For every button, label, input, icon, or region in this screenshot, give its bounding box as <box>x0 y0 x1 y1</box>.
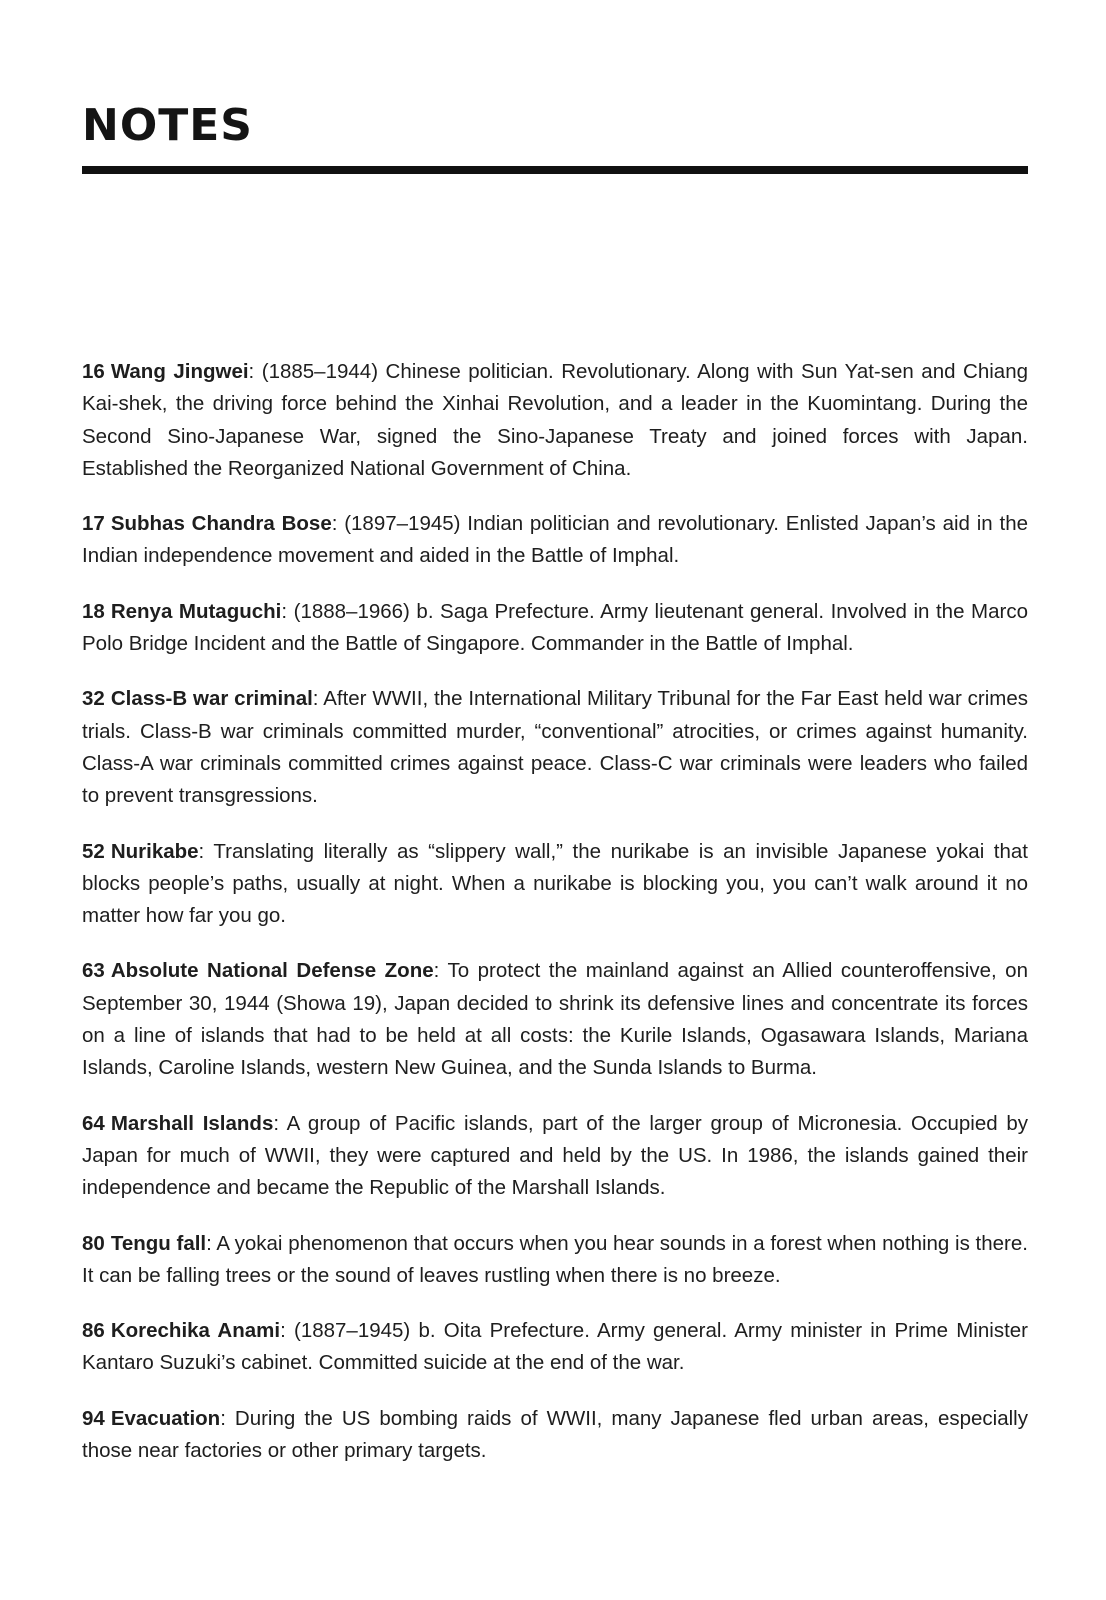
title-rule <box>82 166 1028 174</box>
note-number: 32 <box>82 687 105 711</box>
note-text: : After WWII, the International Military Tribunal for the Far East held war crimes trials. Class-B war criminals committed murder, “conventional” atrocities, or crimes against humanity. Class-A war criminals committed crimes against peace. Class-C war criminals were leaders who failed to prevent transgressions. <box>82 687 1028 808</box>
note-text: : (1888–1966) b. Saga Prefecture. Army lieutenant general. Involved in the Marco Polo Bridge Incident and the Battle of Singapore. Commander in the Battle of Imphal. <box>82 599 1028 656</box>
note-number: 80 <box>82 1231 105 1255</box>
note-number: 86 <box>82 1319 105 1343</box>
note-item <box>82 836 1028 933</box>
notes-page <box>82 0 1028 1600</box>
note-item <box>82 508 1028 573</box>
note-item <box>82 1108 1028 1205</box>
note-number: 52 <box>82 839 105 863</box>
note-text: : (1885–1944) Chinese politician. Revolutionary. Along with Sun Yat-sen and Chiang Kai-shek, the driving force behind the Xinhai Revolution, and a leader in the Kuomintang. During the Second Sino-Japanese War, signed the Sino-Japanese Treaty and joined forces with Japan. Established the Reorganized National Government of China. <box>82 360 1028 480</box>
note-text: : Translating literally as “slippery wall,” the nurikabe is an invisible Japanese yokai that blocks people’s paths, usually at night. When a nurikabe is blocking you, you can’t walk around it no matter how far you go. <box>82 839 1028 928</box>
note-term: Tengu fall <box>110 1231 207 1255</box>
note-text: : To protect the mainland against an Allied counteroffensive, on September 30, 1944 (Showa 19), Japan decided to shrink its defensive lines and concentrate its forces on a line of islands that had to be held at all costs: the Kurile Islands, Ogasawara Islands, Mariana Islands, Caroline Islands, western New Guinea, and the Sunda Islands to Burma. <box>82 959 1028 1080</box>
note-item <box>82 1315 1028 1380</box>
note-text: : A yokai phenomenon that occurs when you hear sounds in a forest when nothing is there. It can be falling trees or the sound of leaves rustling when there is no breeze. <box>82 1231 1028 1287</box>
note-term: Class-B war criminal <box>110 687 313 711</box>
note-text: : During the US bombing raids of WWII, many Japanese fled urban areas, especially those near factories or other primary targets. <box>82 1406 1028 1463</box>
note-term: Korechika Anami <box>110 1319 281 1343</box>
note-term: Renya Mutaguchi <box>110 599 282 623</box>
note-item <box>82 596 1028 661</box>
note-term: Nurikabe <box>110 839 199 863</box>
note-text: : (1897–1945) Indian politician and revolutionary. Enlisted Japan’s aid in the Indian independence movement and aided in the Battle of Imphal. <box>82 512 1028 568</box>
note-number: 16 <box>82 360 105 383</box>
note-number: 94 <box>82 1406 105 1430</box>
note-term: Wang Jingwei <box>110 360 249 383</box>
note-term: Absolute National Defense Zone <box>110 959 434 983</box>
notes-list <box>82 356 1028 1490</box>
note-term: Evacuation <box>110 1406 221 1430</box>
note-term: Marshall Islands <box>110 1111 274 1135</box>
page-title: NOTES <box>82 100 253 151</box>
note-text: : A group of Pacific islands, part of the larger group of Micronesia. Occupied by Japan for much of WWII, they were captured and held by the US. In 1986, the islands gained their independence and became the Republic of the Marshall Islands. <box>82 1111 1028 1200</box>
note-number: 63 <box>82 959 105 983</box>
note-item <box>82 955 1028 1084</box>
note-term: Subhas Chandra Bose <box>110 512 332 536</box>
note-item <box>82 683 1028 812</box>
note-item <box>82 356 1028 485</box>
note-number: 17 <box>82 512 105 536</box>
note-text: : (1887–1945) b. Oita Prefecture. Army general. Army minister in Prime Minister Kantaro Suzuki’s cabinet. Committed suicide at the end of the war. <box>82 1319 1028 1375</box>
note-number: 18 <box>82 599 105 623</box>
note-item <box>82 1228 1028 1293</box>
note-item <box>82 1403 1028 1468</box>
note-number: 64 <box>82 1111 105 1135</box>
